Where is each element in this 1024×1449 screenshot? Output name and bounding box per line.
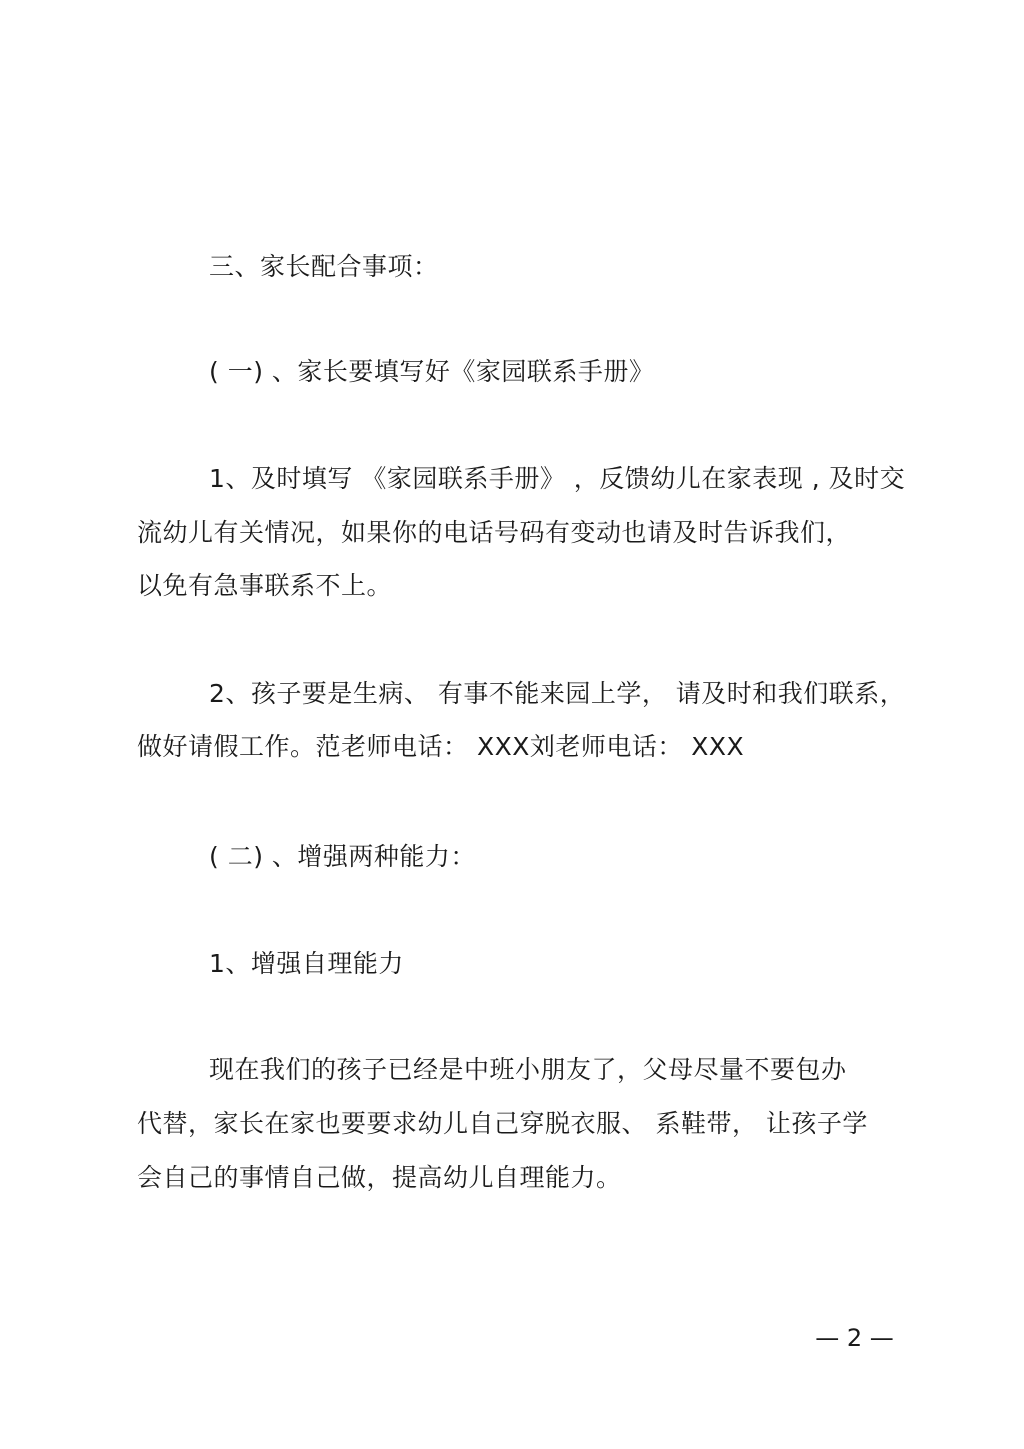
item1-line2: 流幼儿有关情况，如果你的电话号码有变动也请及时告诉我们， [137,518,852,547]
section-title: 三、家长配合事项： [209,252,439,281]
paragraph-line2: 代替，家长在家也要要求幼儿自己穿脱衣服、 系鞋带， 让孩子学 [137,1109,868,1138]
paragraph-line3: 会自己的事情自己做，提高幼儿自理能力。 [137,1163,622,1192]
subsection-2-item-title: 1、增强自理能力 [209,949,404,978]
page-number: — 2 — [815,1324,894,1352]
item1-line1: 1、及时填写 《家园联系手册》 ，反馈幼儿在家表现 , 及时交 [209,464,906,493]
subsection-title-2: ( 二) 、增强两种能力： [209,842,476,871]
item1-line3: 以免有急事联系不上。 [137,571,393,600]
item2-line2: 做好请假工作。范老师电话： XXX刘老师电话： XXX [137,732,745,761]
paragraph-line1: 现在我们的孩子已经是中班小朋友了，父母尽量不要包办 [209,1055,847,1084]
subsection-title-1: ( 一) 、家长要填写好《家园联系手册》 [209,357,655,386]
item2-line1: 2、孩子要是生病、 有事不能来园上学， 请及时和我们联系， [209,679,906,708]
